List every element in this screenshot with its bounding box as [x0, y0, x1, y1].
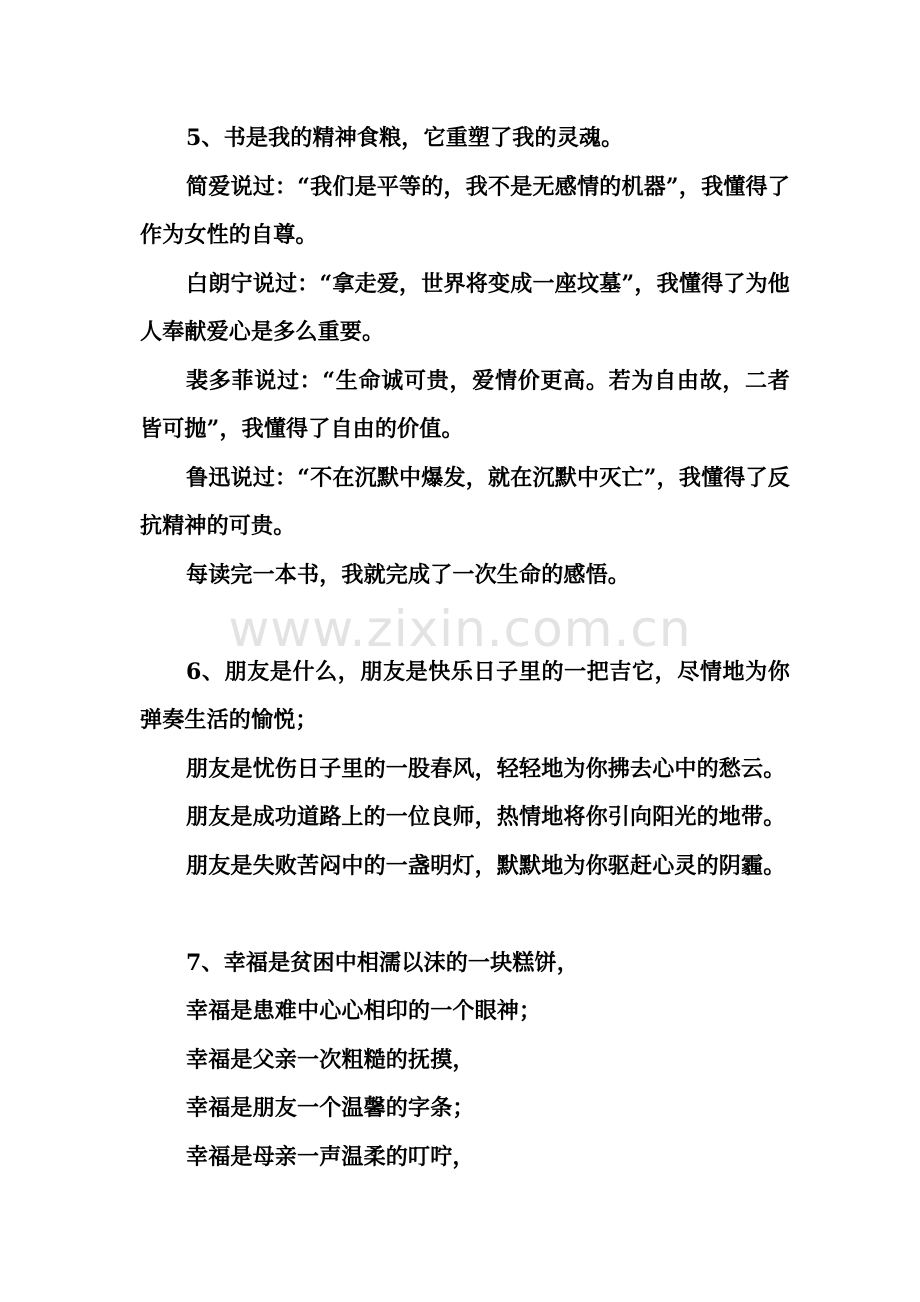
section-spacer: [140, 890, 790, 939]
section-6: [140, 648, 790, 891]
paragraph: 裴多菲说过：“生命诚可贵，爱情价更高。若为自由故，二者皆可抛”，我懂得了自由的价值。: [140, 367, 790, 442]
section-spacer: [140, 599, 790, 648]
watermark: www.zixin.com.cn: [228, 600, 692, 658]
section-7: [140, 939, 790, 1182]
paragraph: 朋友是失败苦闷中的一盏明灯，默默地为你驱赶心灵的阴霾。: [186, 852, 786, 879]
paragraph: 每读完一本书，我就完成了一次生命的感悟。: [186, 561, 631, 588]
paragraph: 7、幸福是贫困中相濡以沫的一块糕饼，: [186, 949, 579, 976]
section-5: [140, 114, 790, 599]
paragraph: 幸福是患难中心心相印的一个眼神；: [186, 998, 542, 1024]
paragraph: 朋友是成功道路上的一位良师，热情地将你引向阳光的地带。: [186, 804, 786, 830]
paragraph: 5、书是我的精神食粮，它重塑了我的灵魂。: [186, 125, 624, 151]
paragraph: 幸福是父亲一次粗糙的抚摸，: [186, 1046, 475, 1073]
paragraph: 简爱说过：“我们是平等的，我不是无感情的机器”，我懂得了作为女性的自尊。: [140, 173, 790, 248]
paragraph: 6、朋友是什么，朋友是快乐日子里的一把吉它，尽情地为你弹奏生活的愉悦；: [140, 658, 790, 733]
paragraph: 鲁迅说过：“不在沉默中爆发，就在沉默中灭亡”，我懂得了反抗精神的可贵。: [140, 464, 790, 539]
paragraph: 朋友是忧伤日子里的一股春风，轻轻地为你拂去心中的愁云。: [186, 755, 786, 782]
paragraph: 幸福是朋友一个温馨的字条；: [186, 1095, 475, 1121]
paragraph: 白朗宁说过：“拿走爱，世界将变成一座坟墓”，我懂得了为他人奉献爱心是多么重要。: [140, 270, 790, 345]
document-body: [140, 114, 790, 1181]
paragraph: 幸福是母亲一声温柔的叮咛，: [186, 1143, 475, 1170]
